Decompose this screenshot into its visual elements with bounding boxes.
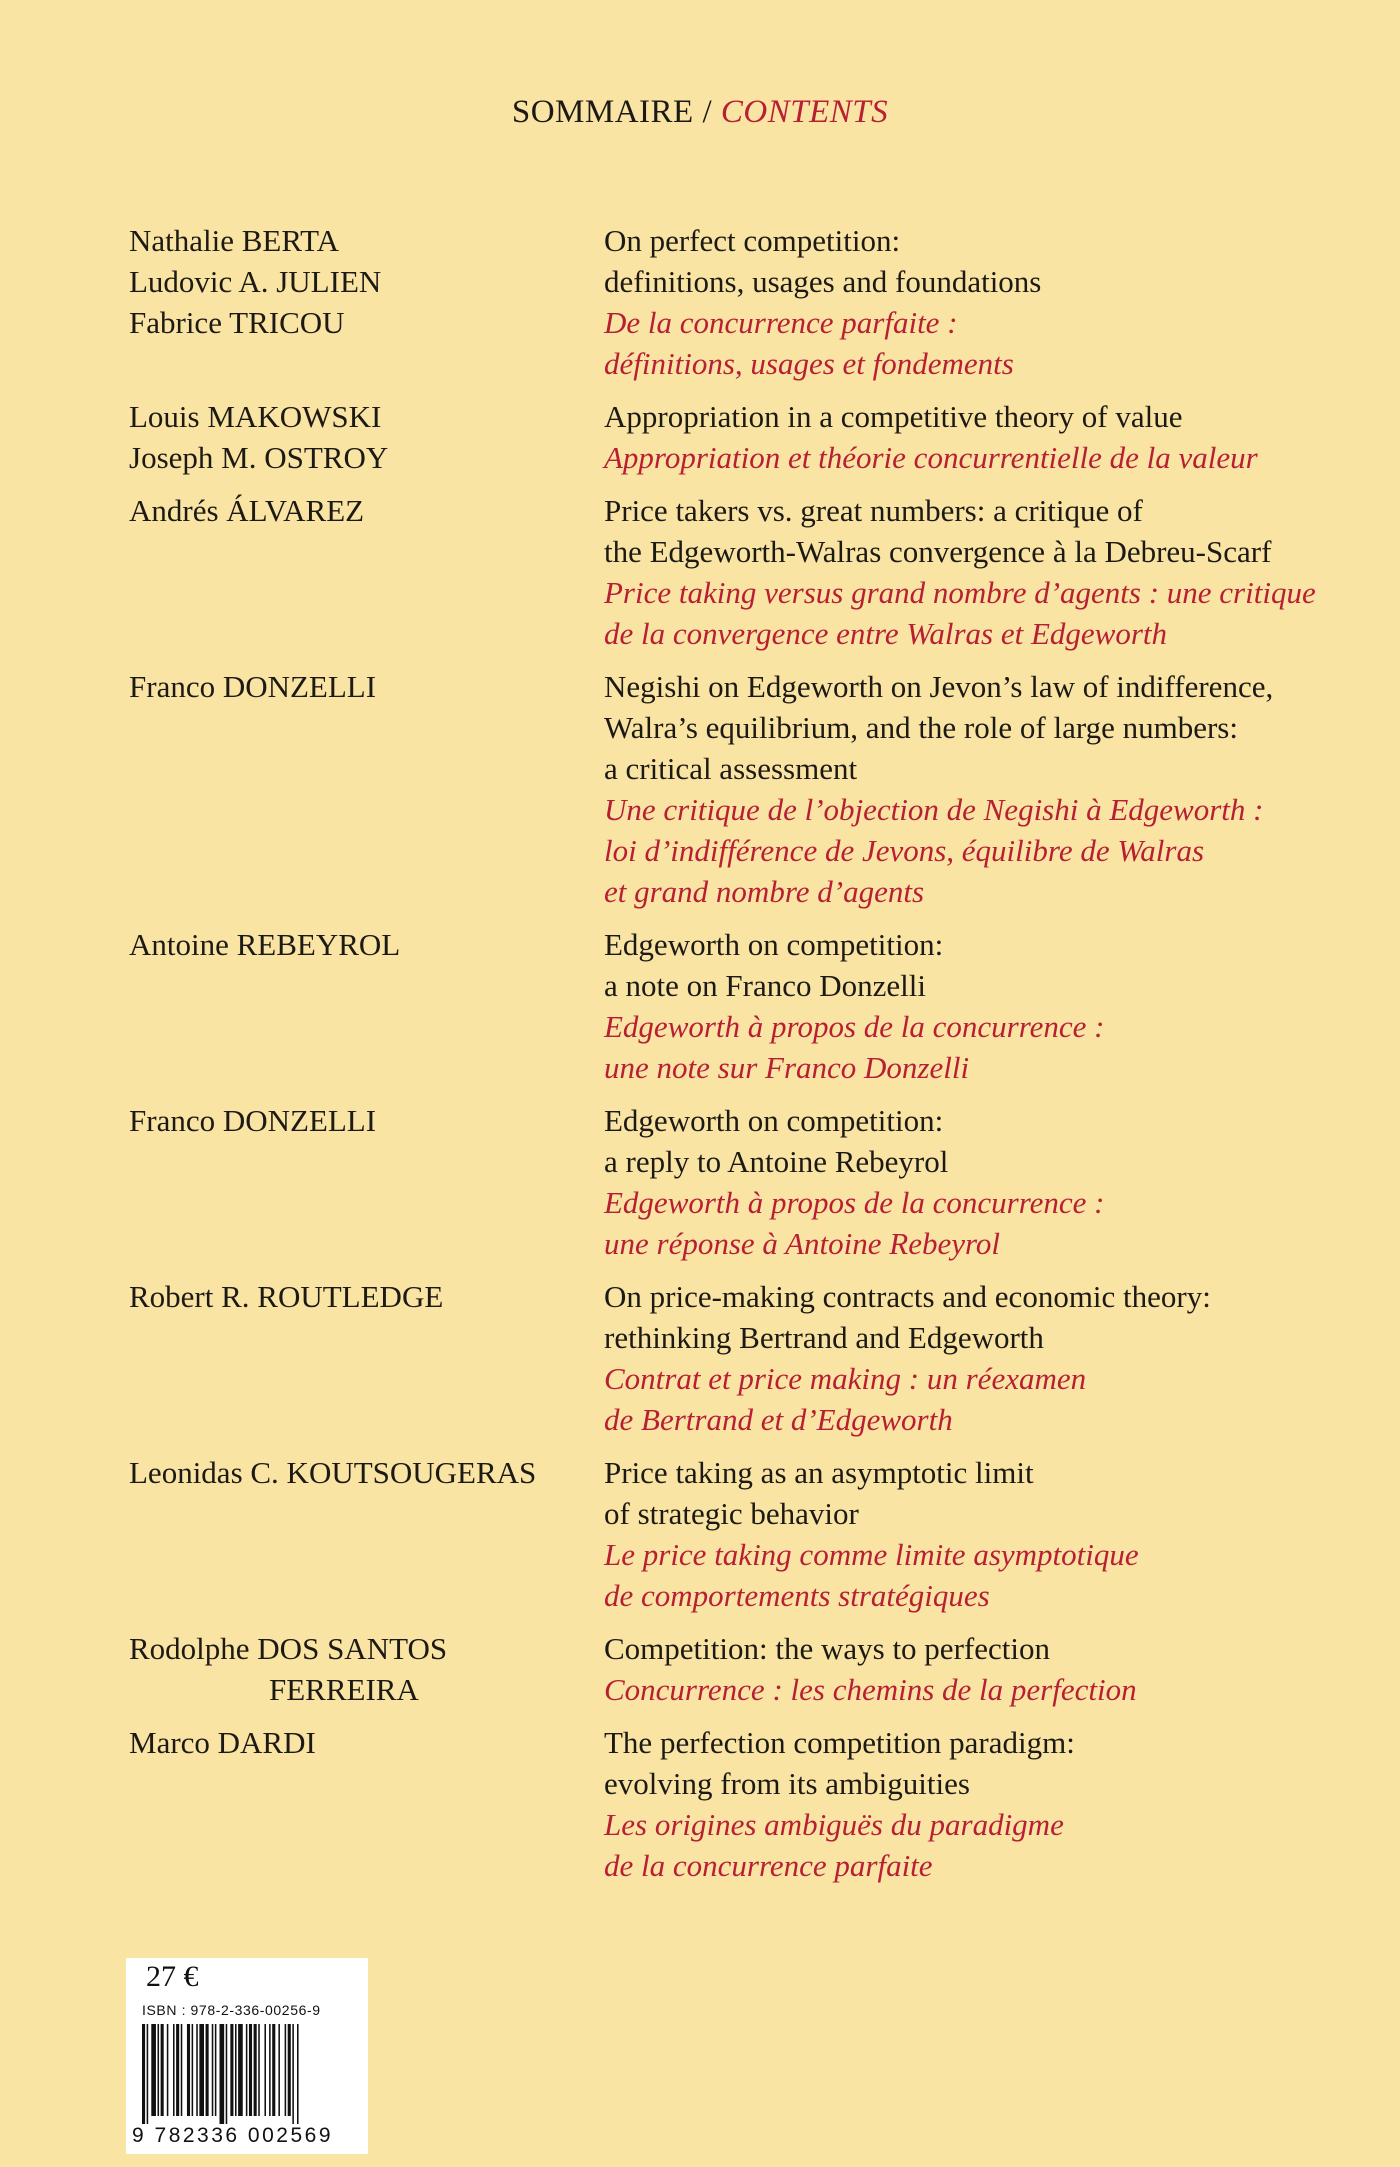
page-header	[0, 94, 1400, 131]
title-french-line: De la concurrence parfaite :	[604, 305, 958, 340]
entry-titles	[604, 220, 1329, 384]
entry-authors	[129, 1100, 604, 1264]
barcode-bar	[212, 2024, 214, 2116]
header-contents: CONTENTS	[720, 94, 889, 130]
price-barcode-sticker	[126, 1958, 368, 2154]
contents-entry	[129, 1722, 1329, 1886]
barcode-bar	[230, 2024, 233, 2116]
author-name: Nathalie BERTA	[129, 223, 340, 258]
title-english-line: On price-making contracts and economic theory:	[604, 1279, 1211, 1314]
title-french-line: Une critique de l’objection de Negishi à Edgeworth :	[604, 792, 1264, 827]
entry-authors	[129, 924, 604, 1088]
title-english-line: a reply to Antoine Rebeyrol	[604, 1144, 949, 1179]
entry-titles	[604, 1276, 1329, 1440]
title-french-line: Edgeworth à propos de la concurrence :	[604, 1185, 1105, 1220]
author-name: Louis MAKOWSKI	[129, 399, 382, 434]
title-english-line: rethinking Bertrand and Edgeworth	[604, 1320, 1044, 1355]
author-name: Joseph M. OSTROY	[129, 440, 389, 475]
author-name: Ludovic A. JULIEN	[129, 264, 382, 299]
title-french-line: Contrat et price making : un réexamen	[604, 1361, 1087, 1396]
barcode-bar	[158, 2024, 160, 2116]
barcode-bar	[297, 2024, 299, 2124]
barcode-bar	[264, 2024, 266, 2116]
title-french-line: Edgeworth à propos de la concurrence :	[604, 1009, 1105, 1044]
contents-entry	[129, 1276, 1329, 1440]
entry-authors	[129, 1276, 604, 1440]
contents-entry	[129, 666, 1329, 912]
contents-entry	[129, 1452, 1329, 1616]
entry-titles	[604, 924, 1329, 1088]
title-french-line: Concurrence : les chemins de la perfection	[604, 1672, 1137, 1707]
author-name: Rodolphe DOS SANTOS	[129, 1631, 448, 1666]
author-name: Marco DARDI	[129, 1725, 316, 1760]
barcode-bar	[235, 2024, 237, 2116]
barcode-bar	[246, 2024, 248, 2116]
header-separator: /	[693, 94, 721, 130]
barcode-bar	[226, 2024, 228, 2124]
barcode-bar	[272, 2024, 275, 2116]
title-french-line: Price taking versus grand nombre d’agents : une critique	[604, 575, 1316, 610]
entry-titles	[604, 1628, 1329, 1710]
title-french-line: de comportements stratégiques	[604, 1578, 990, 1613]
barcode-bar	[292, 2024, 294, 2124]
title-french-line: une réponse à Antoine Rebeyrol	[604, 1226, 1001, 1261]
barcode-bar	[285, 2024, 287, 2116]
title-english-line: Negishi on Edgeworth on Jevon’s law of indifference,	[604, 669, 1274, 704]
header-sommaire: SOMMAIRE	[511, 94, 694, 130]
title-french-line: Le price taking comme limite asymptotique	[604, 1537, 1139, 1572]
entry-authors	[129, 1722, 604, 1886]
contents-entry	[129, 1100, 1329, 1264]
title-french-line: loi d’indifférence de Jevons, équilibre de Walras	[604, 833, 1205, 868]
barcode-bar	[181, 2024, 183, 2116]
barcode-bar	[249, 2024, 252, 2116]
title-english-line: Edgeworth on competition:	[604, 927, 944, 962]
barcode-bar	[254, 2024, 257, 2116]
barcode-bar	[220, 2024, 225, 2124]
contents-entry	[129, 396, 1329, 478]
price-label: 27 €	[146, 1960, 199, 1993]
barcode-bar	[187, 2024, 190, 2116]
barcode-bar	[161, 2024, 164, 2116]
title-english-line: evolving from its ambiguities	[604, 1766, 970, 1801]
entry-authors	[129, 1628, 604, 1710]
title-french-line: une note sur Franco Donzelli	[604, 1050, 970, 1085]
title-english-line: On perfect competition:	[604, 223, 901, 258]
title-english-line: The perfection competition paradigm:	[604, 1725, 1075, 1760]
author-name: FERREIRA	[269, 1672, 419, 1707]
title-english-line: a critical assessment	[604, 751, 858, 786]
title-english-line: of strategic behavior	[604, 1496, 859, 1531]
title-english-line: Price takers vs. great numbers: a critique of	[604, 493, 1143, 528]
barcode-bar	[258, 2024, 260, 2116]
barcode-bar	[151, 2024, 156, 2116]
isbn-label: ISBN : 978-2-336-00256-9	[142, 2002, 321, 2018]
barcode-bar	[196, 2024, 198, 2116]
barcode-bar	[176, 2024, 179, 2116]
title-french-line: de Bertrand et d’Edgeworth	[604, 1402, 953, 1437]
title-english-line: the Edgeworth-Walras convergence à la Debreu-Scarf	[604, 534, 1272, 569]
author-name: Fabrice TRICOU	[129, 305, 345, 340]
contents-entry	[129, 490, 1329, 654]
barcode-bar	[167, 2024, 169, 2116]
barcode-bar	[288, 2024, 291, 2116]
entry-titles	[604, 490, 1329, 654]
barcode-bar	[206, 2024, 209, 2116]
barcode-digits: 9 782336 002569	[132, 2124, 333, 2147]
barcode-bar	[147, 2024, 149, 2124]
contents-entry	[129, 924, 1329, 1088]
entry-titles	[604, 1100, 1329, 1264]
title-french-line: et grand nombre d’agents	[604, 874, 925, 909]
entry-titles	[604, 1722, 1329, 1886]
title-french-line: de la concurrence parfaite	[604, 1848, 933, 1883]
barcode-bar	[269, 2024, 271, 2116]
barcode-bar	[278, 2024, 280, 2116]
author-name: Franco DONZELLI	[129, 669, 377, 704]
title-english-line: a note on Franco Donzelli	[604, 968, 926, 1003]
entry-authors	[129, 490, 604, 654]
contents-entry	[129, 220, 1329, 384]
title-english-line: Price taking as an asymptotic limit	[604, 1455, 1034, 1490]
title-english-line: Edgeworth on competition:	[604, 1103, 944, 1138]
entry-authors	[129, 220, 604, 384]
barcode-bar	[215, 2024, 217, 2116]
entry-authors	[129, 396, 604, 478]
author-name: Leonidas C. KOUTSOUGERAS	[129, 1455, 537, 1490]
table-of-contents	[129, 220, 1329, 1898]
author-name: Franco DONZELLI	[129, 1103, 377, 1138]
contents-entry	[129, 1628, 1329, 1710]
title-french-line: Les origines ambiguës du paradigme	[604, 1807, 1064, 1842]
barcode-icon	[140, 2024, 354, 2124]
entry-authors	[129, 1452, 604, 1616]
barcode-bar	[199, 2024, 204, 2116]
barcode-bar	[142, 2024, 145, 2124]
entry-titles	[604, 666, 1329, 912]
author-name: Robert R. ROUTLEDGE	[129, 1279, 444, 1314]
entry-titles	[604, 396, 1329, 478]
author-name: Andrés ÁLVAREZ	[129, 493, 365, 528]
title-english-line: definitions, usages and foundations	[604, 264, 1042, 299]
barcode-bar	[192, 2024, 194, 2116]
entry-titles	[604, 1452, 1329, 1616]
barcode-bar	[173, 2024, 175, 2116]
title-french-line: de la convergence entre Walras et Edgeworth	[604, 616, 1168, 651]
title-english-line: Competition: the ways to perfection	[604, 1631, 1050, 1666]
title-french-line: définitions, usages et fondements	[604, 346, 1014, 381]
entry-authors	[129, 666, 604, 912]
title-french-line: Appropriation et théorie concurrentielle de la valeur	[604, 440, 1258, 475]
barcode-bar	[238, 2024, 243, 2116]
title-english-line: Appropriation in a competitive theory of value	[604, 399, 1183, 434]
title-english-line: Walra’s equilibrium, and the role of large numbers:	[604, 710, 1238, 745]
author-name: Antoine REBEYROL	[129, 927, 401, 962]
